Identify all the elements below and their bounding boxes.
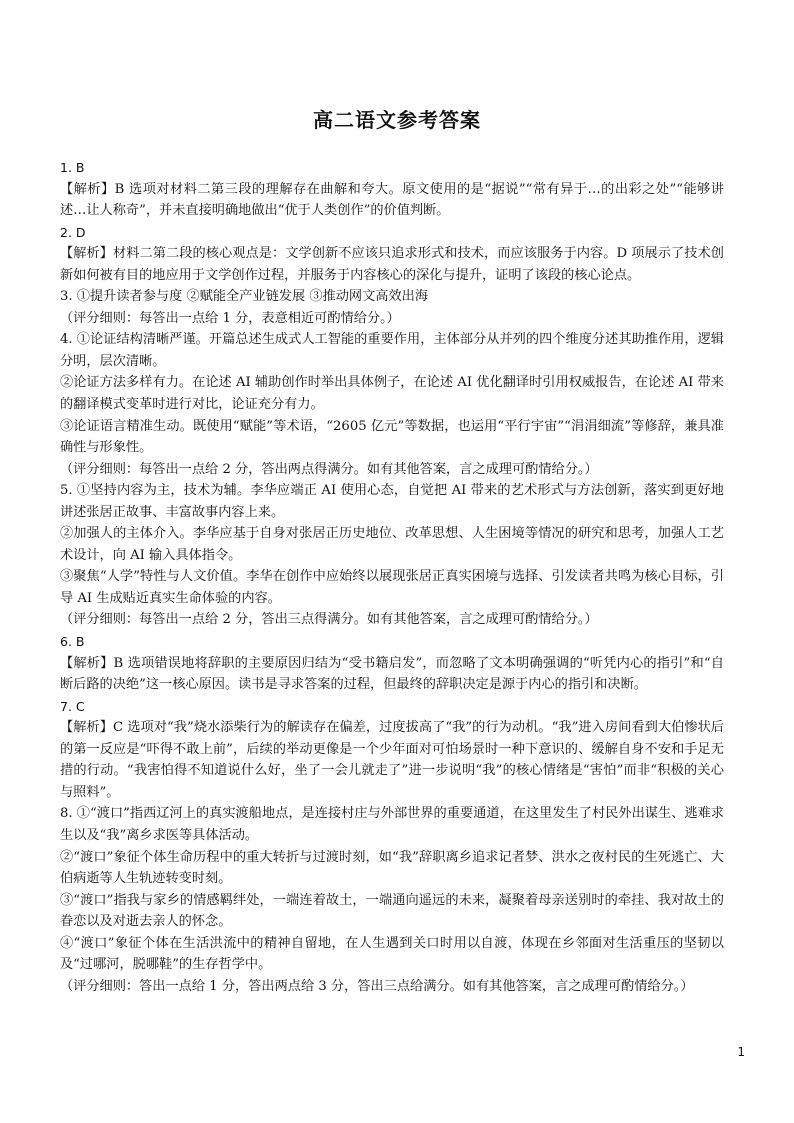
answer-line: 7. C [60, 698, 85, 714]
answer-line: 1. B [60, 160, 85, 175]
answer-line: ②加强人的主体介入。李华应基于自身对张居正历史地位、改革思想、人生困境等情况的研究和思考，加强人工艺术设计，向 AI 输入具体指令。 [60, 526, 724, 563]
answer-line: （评分细则：每答出一点给 2 分，答出三点得满分。如有其他答案，言之成理可酌情给分。） [60, 612, 598, 628]
answer-line: 3. ①提升读者参与度 ②赋能全产业链发展 ③推动网文高效出海 [60, 289, 429, 305]
answer-line: 2. D [60, 224, 86, 240]
answer-line: ③论证语言精准生动。既使用“赋能”等术语，“2605 亿元”等数据，也运用“平行宇宙”“涓涓细流”等修辞，兼具准确性与形象性。 [60, 418, 724, 456]
answer-line: 【解析】B 选项对材料二第三段的理解存在曲解和夸大。原文使用的是“据说”“常有异于…的出彩之处”“能够讲述…让人称奇”，并未直接明确地做出“优于人类创作”的价值判断。 [60, 181, 724, 219]
answer-line: ④“渡口”象征个体在生活洪流中的精神自留地，在人生遇到关口时用以自渡，体现在乡邻面对生活重压的坚韧以及“过哪河，脱哪鞋”的生存哲学中。 [60, 935, 724, 973]
answer-line: 4. ①论证结构清晰严谨。开篇总述生成式人工智能的重要作用，主体部分从并列的四个维度分述其助推作用，逻辑分明，层次清晰。 [60, 332, 724, 369]
answer-line: ②论证方法多样有力。在论述 AI 辅助创作时举出具体例子，在论述 AI 优化翻译时引用权威报告，在论述 AI 带来的翻译模式变革时进行对比，论证充分有力。 [60, 375, 724, 413]
answer-line: （评分细则：答出一点给 1 分，答出两点给 3 分，答出三点给满分。如有其他答案，言之成理可酌情给分。） [60, 978, 694, 994]
answer-line: 【解析】C 选项对“我”烧水添柴行为的解读存在偏差，过度拔高了“我”的行为动机。“我”进入房间看到大伯惨状后的第一反应是“吓得不敢上前”，后续的举动更像是一个少年面对可怕场景时一种下意识的、缓解自身不安和手足无措的行动。“我害怕得不知道说什么好，坐了一会儿就走了”进一步说明“我”的核心情绪是“害怕”而非“积极的关心与照料”。 [60, 720, 724, 800]
page-title: 高二语文参考答案 [313, 108, 481, 132]
answer-line: 【解析】材料二第二段的核心观点是：文学创新不应该只追求形式和技术，而应该服务于内容。D 项展示了技术创新如何被有目的地应用于文学创作过程，并服务于内容核心的深化与提升，证明了该段的核心论点。 [60, 246, 724, 283]
answer-line: （评分细则：每答出一点给 1 分，表意相近可酌情给分。） [60, 310, 400, 326]
answer-line: 8. ①“渡口”指西辽河上的真实渡船地点，是连接村庄与外部世界的重要通道，在这里发生了村民外出谋生、逃难求生以及“我”离乡求医等具体活动。 [60, 806, 724, 843]
answer-line: 5. ①坚持内容为主，技术为辅。李华应端正 AI 使用心态，自觉把 AI 带来的艺术形式与方法创新，落实到更好地讲述张居正故事、丰富故事内容上来。 [60, 483, 724, 520]
answer-line: 6. B [60, 634, 85, 650]
answer-line: 【解析】B 选项错误地将辞职的主要原因归结为“受书籍启发”，而忽略了文本明确强调的“听凭内心的指引”和“自断后路的决绝”这一核心原因。读书是寻求答案的过程，但最终的辞职决定是源于内心的指引和决断。 [60, 655, 724, 693]
answer-line: ②“渡口”象征个体生命历程中的重大转折与过渡时刻，如“我”辞职离乡追求记者梦、洪水之夜村民的生死逃亡、大伯病逝等人生轨迹转变时刻。 [60, 849, 724, 887]
answer-line: ③聚焦“人学”特性与人文价值。李华在创作中应始终以展现张居正真实困境与选择、引发读者共鸣为核心目标，引导 AI 生成贴近真实生命体验的内容。 [60, 569, 724, 606]
answer-content [60, 157, 724, 997]
answer-line: （评分细则：每答出一点给 2 分，答出两点得满分。如有其他答案，言之成理可酌情给分。） [60, 461, 598, 477]
answer-line: ③“渡口”指我与家乡的情感羁绊处，一端连着故土，一端通向遥远的未来，凝聚着母亲送别时的牵挂、我对故土的眷恋以及对逝去亲人的怀念。 [60, 892, 724, 930]
page-number: 1 [737, 1045, 745, 1059]
